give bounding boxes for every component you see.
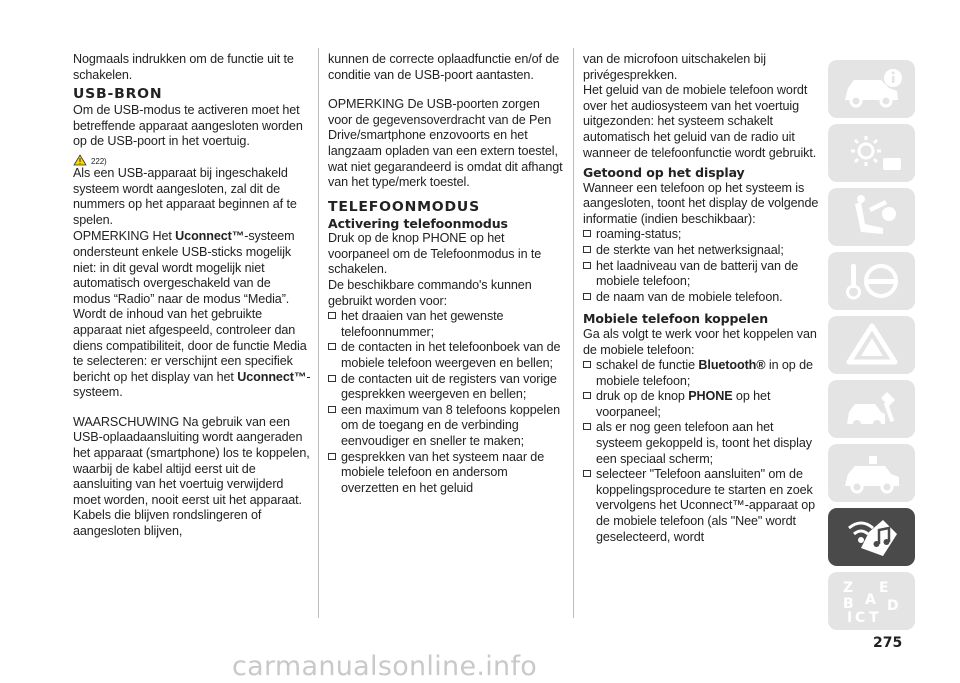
svg-text:E: E	[878, 580, 889, 596]
svg-text:I: I	[846, 610, 852, 624]
bullet-list	[583, 358, 821, 545]
warning-triangle-icon	[73, 154, 87, 166]
paragraph: Als een USB-apparaat bij ingeschakeld systeem wordt aangesloten, zal dit de nummers op het apparaat beginnen af te spelen.	[73, 165, 297, 227]
text: in op de mobiele telefoon;	[596, 358, 813, 388]
text-column-1	[73, 52, 311, 540]
car-service-icon	[839, 386, 905, 432]
warning-triangle-icon	[839, 322, 905, 368]
list-item: roaming-status;	[583, 227, 821, 243]
car-info-icon	[839, 66, 905, 112]
list-item: het laadniveau van de batterij van de mobiele telefoon;	[583, 259, 821, 290]
section-heading-telefoonmodus: TELEFOONMODUS	[328, 199, 480, 215]
seat-airbag-icon	[839, 194, 905, 240]
paragraph: kunnen de correcte oplaadfunctie en/of de conditie van de USB-poort aantasten.	[328, 52, 560, 82]
chapter-tab-safety[interactable]	[828, 188, 915, 246]
paragraph: Druk op de knop PHONE op het voorpaneel om de Telefoonmodus in te schakelen.	[328, 231, 542, 277]
list-item: de sterkte van het netwerksignaal;	[583, 243, 821, 259]
chapter-tab-multimedia[interactable]	[828, 508, 915, 566]
multimedia-icon	[839, 514, 905, 560]
svg-text:A: A	[864, 592, 876, 608]
list-item: gesprekken van het systeem naar de mobiele telefoon en andersom overzetten en het geluid	[328, 450, 566, 497]
paragraph: Ga als volgt te werk voor het koppelen van de mobiele telefoon:	[583, 326, 817, 357]
svg-text:D: D	[886, 598, 899, 614]
bullet-list	[328, 309, 566, 496]
warning-note-reference	[73, 152, 311, 166]
text: schakel de functie	[596, 358, 699, 373]
dashboard-lights-icon	[839, 130, 905, 176]
key-steering-wheel-icon	[839, 258, 905, 304]
bullet-list	[583, 227, 821, 305]
paragraph: Nogmaals indrukken om de functie uit te schakelen.	[73, 52, 294, 82]
list-item: een maximum van 8 telefoons koppelen om de toegang en de verbinding eenvoudiger en sneller te maken;	[328, 403, 566, 450]
text: -systeem.	[73, 369, 311, 400]
note-number: 222)	[91, 156, 107, 166]
subheading: Activering telefoonmodus	[328, 215, 508, 231]
column-divider	[573, 48, 574, 618]
chapter-tab-dashboard[interactable]	[828, 124, 915, 182]
list-item: de contacten in het telefoonboek van de mobiele telefoon weergeven en bellen;	[328, 340, 566, 371]
page-number: 275	[873, 635, 903, 651]
text-bold: Uconnect™	[237, 369, 307, 384]
chapter-tab-car-info[interactable]	[828, 60, 915, 118]
column-divider	[318, 48, 319, 618]
paragraph	[73, 229, 311, 401]
text: -systeem ondersteunt enkele USB-sticks mogelijk niet: in dit geval wordt mogelijk niet automatisch overgeschakeld van de modus “Radio” naar de modus “Media”. Wordt de inhoud van het gebruikte apparaat niet afgespeeld, controleer dan diens compatibiliteit, door de functie Media te selecteren: er verschijnt een specifiek bericht op het display van het	[73, 229, 307, 384]
text-bold: Bluetooth®	[698, 358, 766, 373]
chapter-tab-technical-data[interactable]	[828, 444, 915, 502]
paragraph: Om de USB-modus te activeren moet het betreffende apparaat aangesloten worden op de USB-poort in het voertuig.	[73, 103, 303, 149]
text-column-2	[328, 52, 566, 496]
svg-text:B: B	[842, 596, 854, 612]
text-column-3	[583, 52, 821, 545]
list-item: selecteer "Telefoon aansluiten" om de koppelingsprocedure te starten en zoek vervolgens het Uconnect™-apparaat op de mobiele telefoon (als "Nee" wordt geselecteerd, wordt	[583, 467, 821, 545]
section-heading-usb-bron: USB-BRON	[73, 86, 163, 102]
text-bold: PHONE	[688, 389, 733, 404]
alphabet-index-icon	[839, 578, 905, 624]
list-item: de naam van de mobiele telefoon.	[583, 290, 821, 306]
paragraph: WAARSCHUWING Na gebruik van een USB-oplaadaansluiting wordt aangeraden het apparaat (smartphone) los te koppelen, waarbij de kabel altijd eerst uit de aansluiting van het voertuig verwijderd moet worden, nooit eerst uit het apparaat. Kabels die blijven rondslingeren of aangesloten blijven,	[73, 414, 310, 539]
chapter-tabs	[828, 60, 915, 636]
text-bold: Uconnect™	[175, 229, 245, 244]
wrench-car-icon	[839, 450, 905, 496]
list-item: de contacten uit de registers van vorige gesprekken weergeven en bellen;	[328, 372, 566, 403]
paragraph: van de microfoon uitschakelen bij privégesprekken.	[583, 52, 766, 82]
subheading: Mobiele telefoon koppelen	[583, 311, 769, 327]
svg-text:Z: Z	[842, 580, 853, 596]
paragraph: Wanneer een telefoon op het systeem is aangesloten, toont het display de volgende informatie (indien beschikbaar):	[583, 180, 819, 226]
text: druk op de knop	[596, 389, 689, 404]
list-item: het draaien van het gewenste telefoonnummer;	[328, 309, 566, 340]
chapter-tab-maintenance[interactable]	[828, 380, 915, 438]
watermark: carmanualsonline.info	[232, 651, 538, 682]
chapter-tab-emergency[interactable]	[828, 316, 915, 374]
list-item	[583, 389, 821, 420]
paragraph: Het geluid van de mobiele telefoon wordt over het audiosysteem van het voertuig uitgezonden: het systeem schakelt automatisch het geluid van de radio uit wanneer de telefoonfunctie wordt gebruikt.	[583, 83, 817, 160]
list-item	[583, 358, 821, 389]
chapter-tab-index[interactable]	[828, 572, 915, 630]
svg-text:T: T	[868, 610, 879, 624]
list-item: als er nog geen telefoon aan het systeem gekoppeld is, toont het display een speciaal scherm;	[583, 420, 821, 467]
svg-text:C: C	[854, 610, 865, 624]
paragraph: De beschikbare commando's kunnen gebruikt worden voor:	[328, 278, 532, 308]
chapter-tab-starting-driving[interactable]	[828, 252, 915, 310]
paragraph: OPMERKING De USB-poorten zorgen voor de gegevensoverdracht van de Pen Drive/smartphone enzovoorts en het langzaam opladen van een extern toestel, wat niet gegarandeerd is omdat dit afhangt van het type/merk toestel.	[328, 97, 563, 190]
text: OPMERKING Het	[73, 229, 176, 244]
text: op het voorpaneel;	[596, 389, 771, 419]
subheading: Getoond op het display	[583, 165, 745, 181]
